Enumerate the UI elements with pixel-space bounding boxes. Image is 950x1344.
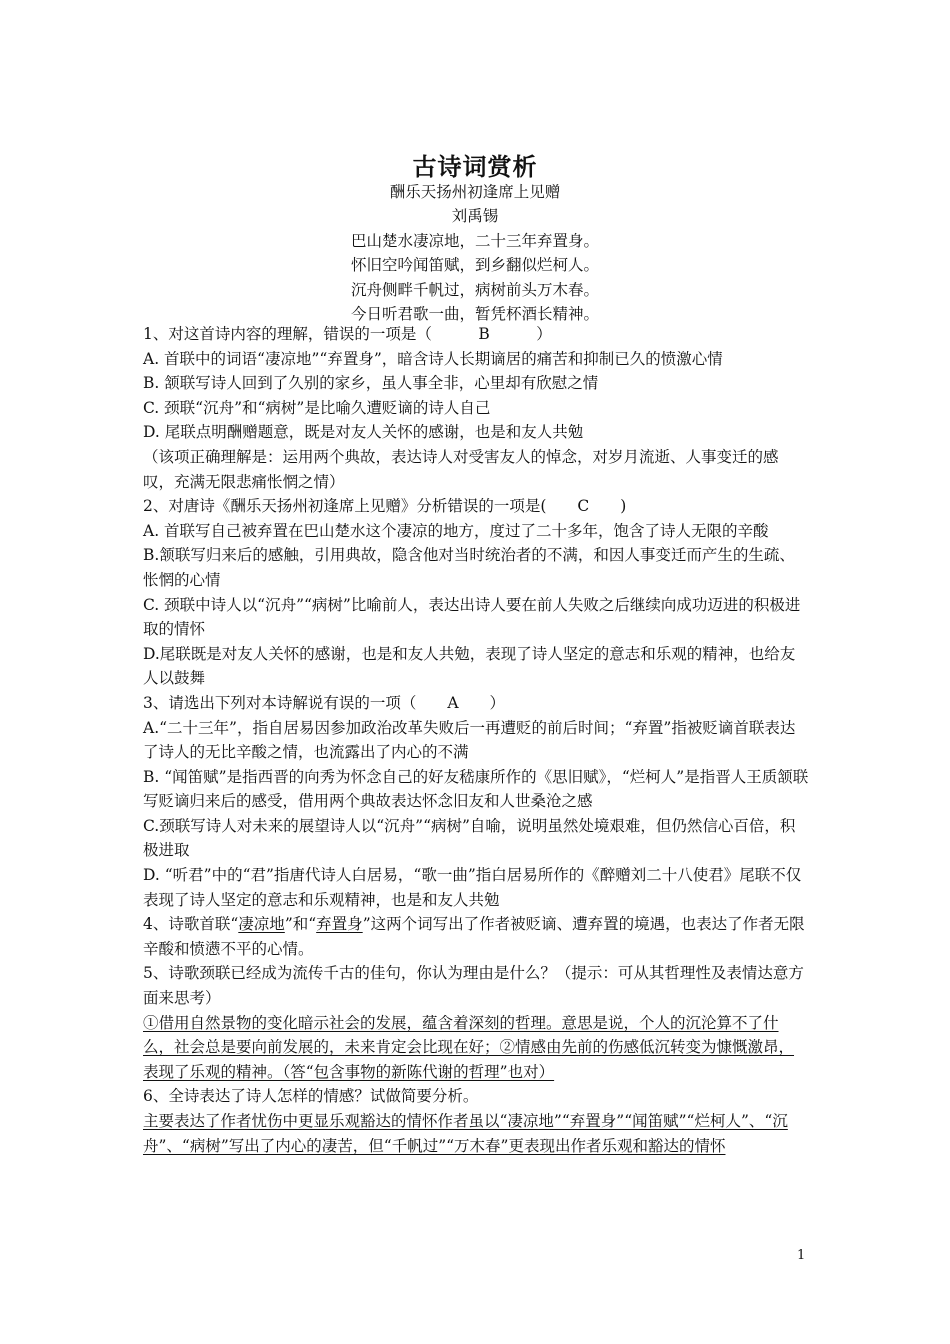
question-3-option-a: A.“二十三年”，指自居易因参加政治改革失败后一再遭贬的前后时间；“弃置”指被贬谪首联表达了诗人的无比辛酸之情，也流露出了内心的不满 — [143, 718, 796, 762]
page-number: 1 — [797, 1248, 806, 1263]
questions-section — [143, 322, 809, 1158]
question-1-option-a: A. 首联中的词语“凄凉地”“弃置身”，暗含诗人长期谪居的痛苦和抑制已久的愤激心情 — [143, 349, 723, 368]
question-2-stem: 2、对唐诗《酬乐天扬州初逢席上见赠》分析错误的一项是( C ) — [143, 497, 627, 516]
question-5-stem: 5、诗歌颈联已经成为流传千古的佳句，你认为理由是什么？（提示：可从其哲理性及表情达意方面来思考） — [143, 964, 804, 1008]
question-4 — [143, 912, 809, 961]
poem-line-4: 今日听君歌一曲，暂凭杯酒长精神。 — [350, 305, 599, 323]
question-2-option-d: D.尾联既是对友人关怀的感谢，也是和友人共勉，表现了诗人坚定的意志和乐观的精神，也给友人以鼓舞 — [143, 644, 796, 688]
question-3-stem: 3、请选出下列对本诗解说有误的一项（ A ） — [143, 693, 506, 712]
question-1-option-d: D. 尾联点明酬赠题意，既是对友人关怀的感谢，也是和友人共勉 — [143, 423, 584, 442]
question-1-note: （该项正确理解是：运用两个典故，表达诗人对受害友人的悼念，对岁月流逝、人事变迁的感叹，充满无限悲痛怅惘之情） — [143, 447, 779, 491]
question-4-word-1: 凄凉地 — [238, 915, 285, 934]
question-3-option-c: C.颈联写诗人对未来的展望诗人以“沉舟”“病树”自喻，说明虽然处境艰难，但仍然信心百倍，积极进取 — [143, 816, 796, 860]
question-2-option-b: B.颔联写归来后的感触，引用典故，隐含他对当时统治者的不满，和因人事变迁而产生的生疏、怅惘的心情 — [143, 546, 795, 589]
question-1-stem: 1、对这首诗内容的理解，错误的一项是（ B ） — [143, 325, 552, 343]
question-5-answer: ①借用自然景物的变化暗示社会的发展，蕴含着深刻的哲理。意思是说，个人的沉沦算不了什么，社会总是要向前发展的，未来肯定会比现在好；②情感由先前的伤感低沉转变为慷慨激昂，表现了乐观的精神。（答“包含事物的新陈代谢的哲理”也对） — [143, 1013, 795, 1081]
question-1-option-b: B. 颔联写诗人回到了久别的家乡，虽人事全非，心里却有欣慰之情 — [143, 374, 599, 393]
question-2-option-a: A. 首联写自己被弃置在巴山楚水这个凄凉的地方，度过了二十多年，饱含了诗人无限的辛酸 — [143, 521, 769, 540]
page-title: 古诗词赏析 — [412, 152, 538, 181]
poem-line-1: 巴山楚水凄凉地，二十三年弃置身。 — [350, 232, 599, 250]
question-1-option-c: C. 颈联“沉舟”和“病树”是比喻久遭贬谪的诗人自己 — [143, 398, 491, 417]
poem-author: 刘禹锡 — [451, 207, 499, 225]
question-4-suffix: ”这两个词写出了作者被贬谪、遭弃置的境遇，也表达了作者无限辛酸和愤懑不平的心情。 — [143, 915, 805, 958]
question-3-option-b: B. “闻笛赋”是指西晋的向秀为怀念自己的好友嵇康所作的《思旧赋》，“烂柯人”是指晋人王质颔联写贬谪归来后的感受，借用两个典故表达怀念旧友和人世桑沧之感 — [143, 767, 809, 811]
question-6-answer: 主要表达了作者忧伤中更显乐观豁达的情怀作者虽以“凄凉地”“弃置身”“闻笛赋”“烂柯人”、“沉舟”、“病树”写出了内心的凄苦，但“千帆过”“万木春”更表现出作者乐观和豁达的情怀 — [143, 1112, 788, 1155]
poem-line-2: 怀旧空吟闻笛赋，到乡翻似烂柯人。 — [350, 256, 599, 274]
question-6-stem: 6、全诗表达了诗人怎样的情感？试做简要分析。 — [143, 1087, 479, 1106]
question-4-word-2: 弃置身 — [316, 915, 363, 934]
question-4-prefix: 4、诗歌首联“ — [143, 915, 239, 934]
question-3-option-d: D. “听君”中的“君”指唐代诗人白居易，“歌一曲”指白居易所作的《醉赠刘二十八使君》尾联不仅表现了诗人坚定的意志和乐观精神，也是和友人共勉 — [143, 866, 802, 909]
poem-title: 酬乐天扬州初逢席上见赠 — [389, 183, 561, 201]
poem-line-3: 沉舟侧畔千帆过，病树前头万木春。 — [350, 281, 599, 299]
question-2-option-c: C. 颈联中诗人以“沉舟”“病树”比喻前人，表达出诗人要在前人失败之后继续向成功迈进的积极进取的情怀 — [143, 595, 801, 639]
question-4-mid: ”和“ — [284, 915, 317, 934]
